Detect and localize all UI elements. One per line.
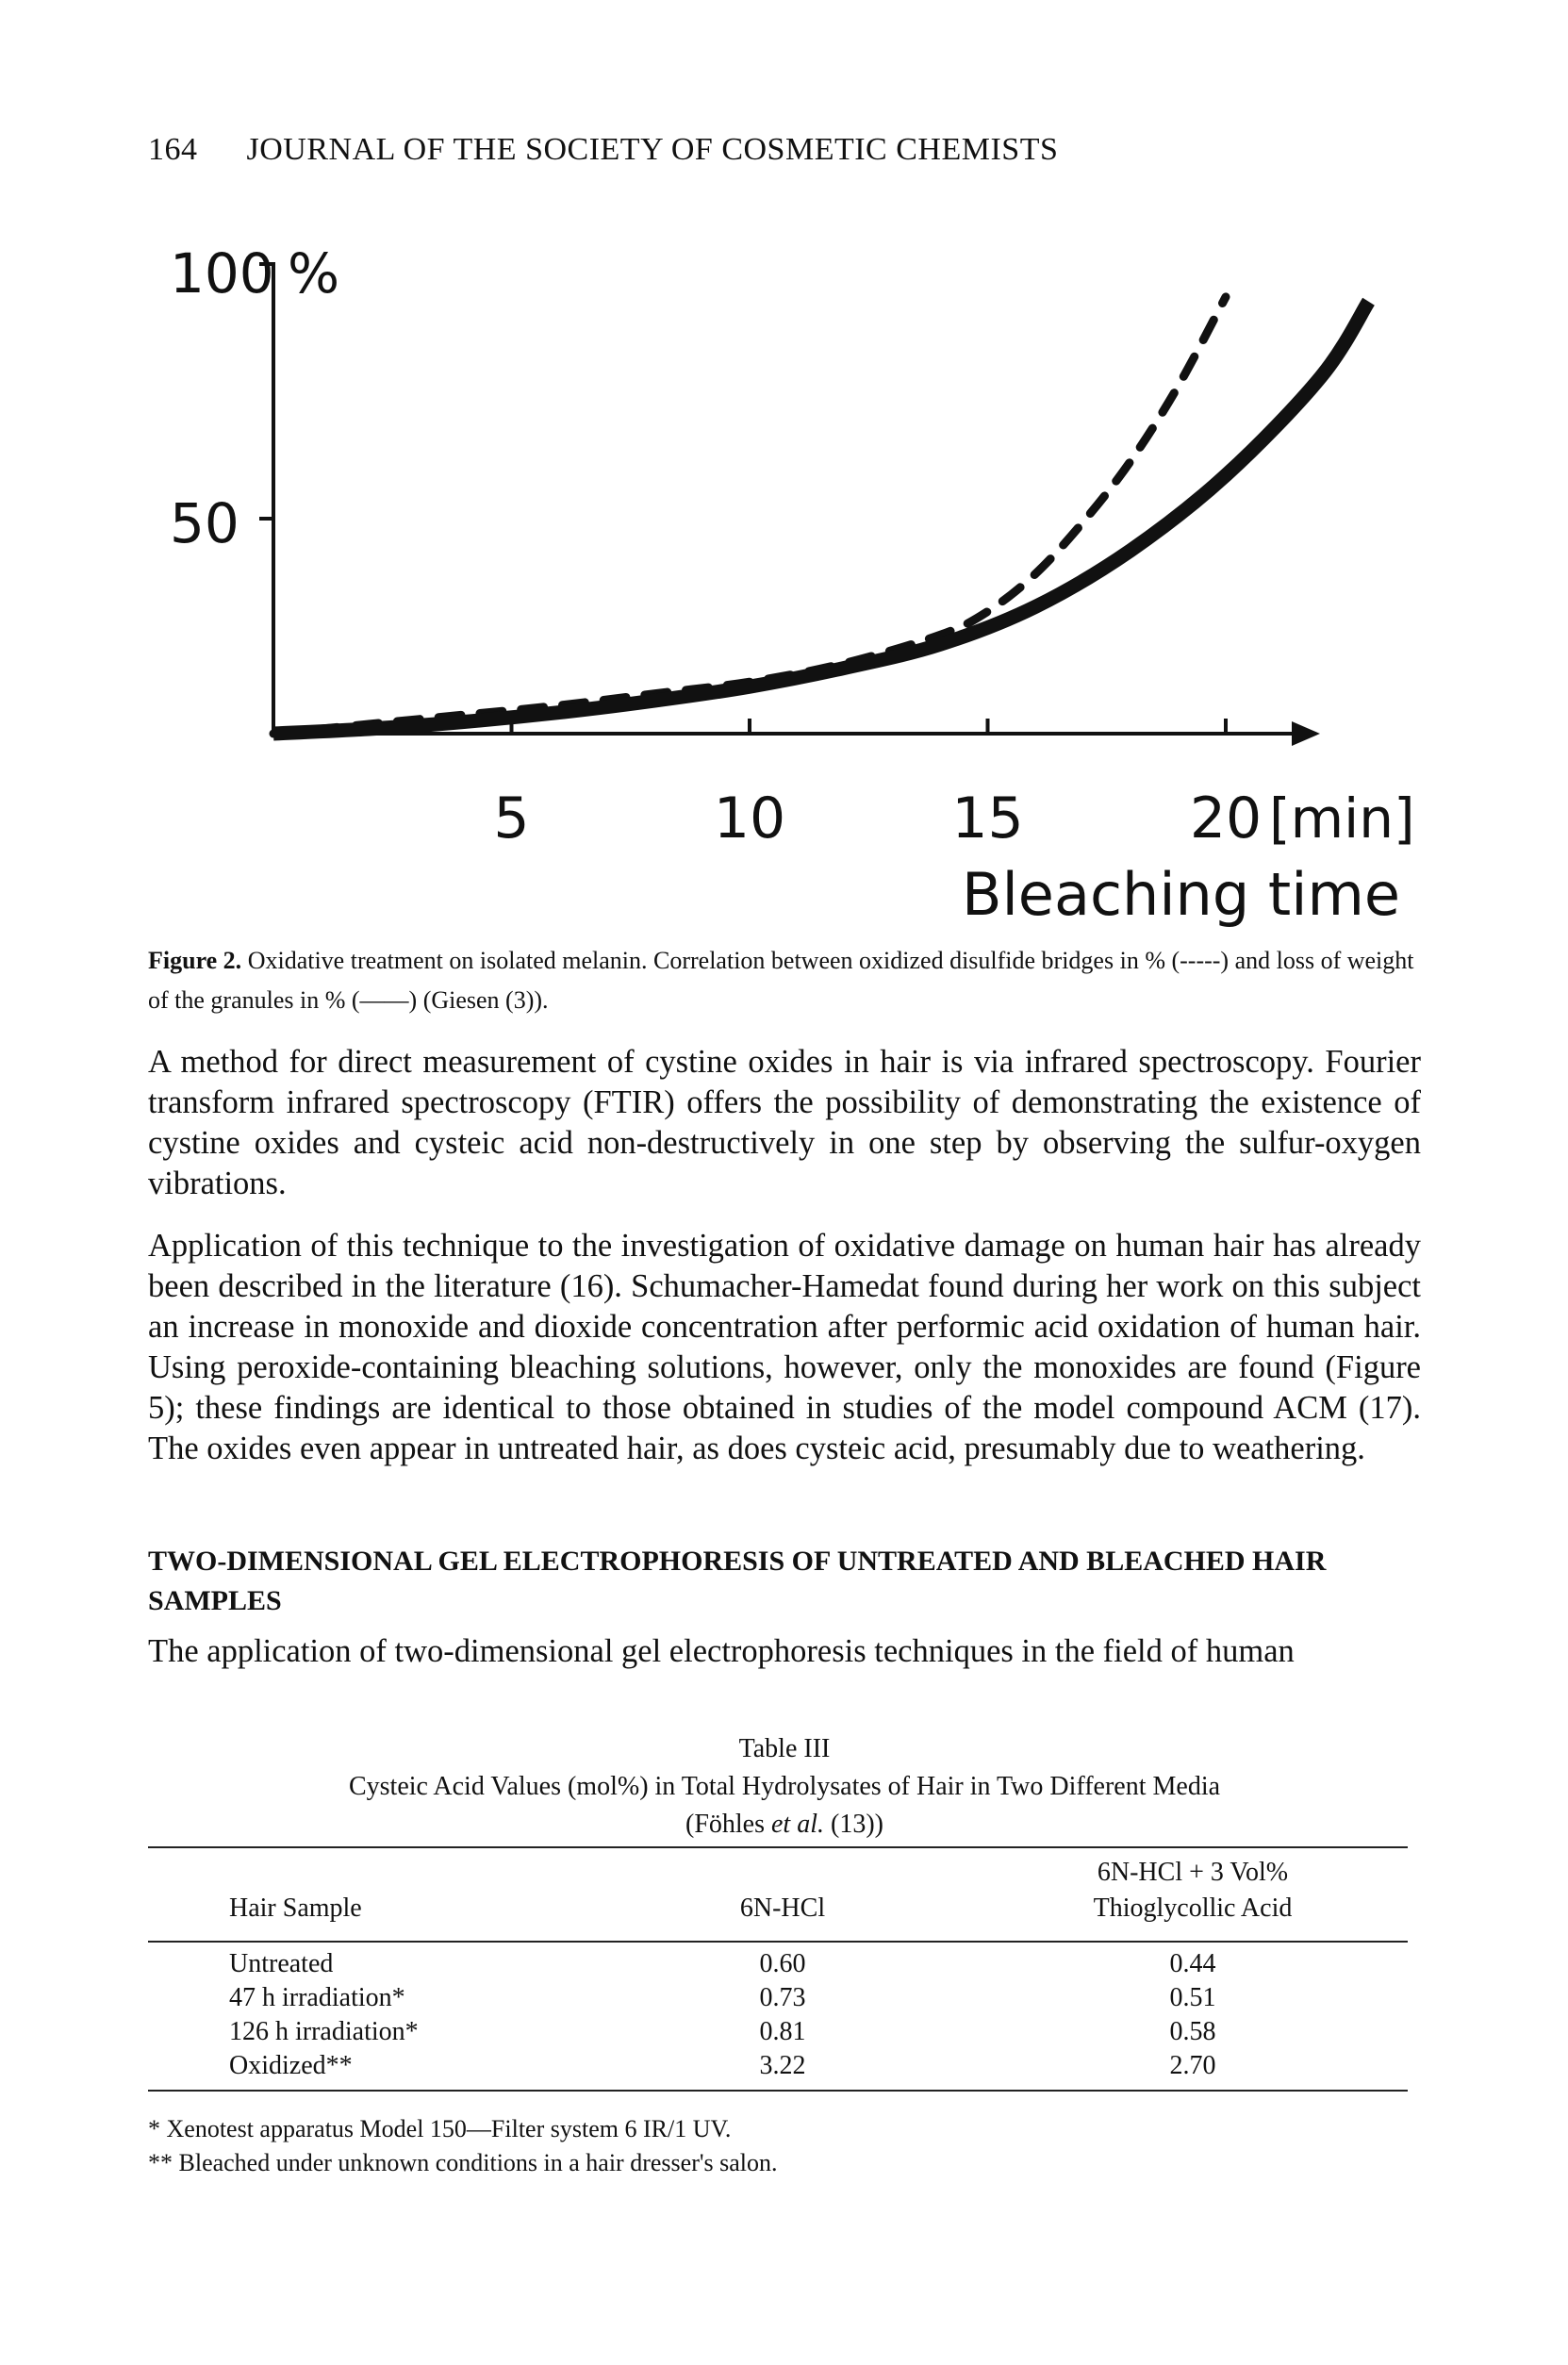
table-cell-sample: Untreated (229, 1949, 334, 1978)
table-cell-sample: Oxidized** (229, 2051, 353, 2080)
table-bottom-rule (148, 2090, 1408, 2092)
caption-text: Oxidative treatment on isolated melanin. Correlation between oxidized disulfide bridges in % (-----) and loss of weight of the granules in % (——) (Giesen (3)). (148, 947, 1414, 1014)
table-cell-thio: 0.44 (1169, 1949, 1216, 1978)
table-label: Table III (738, 1734, 831, 1763)
x-tick-label: 20 (1189, 786, 1263, 852)
y-tick-label-100: 100 (170, 241, 274, 306)
paragraph-3: The application of two-dimensional gel electrophoresis techniques in the field of human (148, 1633, 1295, 1669)
table-cell-hcl: 3.22 (759, 2051, 806, 2080)
x-axis-arrowhead (1292, 721, 1320, 746)
figure-2-chart (141, 236, 1443, 934)
table-cell-thio: 0.51 (1169, 1983, 1216, 2012)
table-title: Cysteic Acid Values (mol%) in Total Hydrolysates of Hair in Two Different Media (348, 1772, 1221, 1801)
table-footnotes (148, 2112, 778, 2180)
table-footnote: * Xenotest apparatus Model 150—Filter system 6 IR/1 UV. (148, 2115, 732, 2142)
series-line-weight-loss (273, 302, 1369, 734)
table-cell-thio: 2.70 (1169, 2051, 1216, 2080)
table-title-block (148, 1730, 1421, 1844)
table-header-6n-hcl: 6N-HCl (739, 1894, 826, 1923)
table-header-rule (148, 1941, 1408, 1943)
series-line-oxidized-disulfide (273, 297, 1226, 734)
table-source-etal: et al. (771, 1810, 824, 1839)
table-cell-sample: 47 h irradiation* (229, 1983, 405, 2012)
y-axis-unit-label: % (288, 241, 340, 306)
table-cell-hcl: 0.60 (759, 1949, 806, 1978)
table-source-prefix: (Föhles (685, 1810, 771, 1839)
table-header-6n-hcl-thio-line1: 6N-HCl + 3 Vol% (1097, 1858, 1289, 1887)
paragraph-2: Application of this technique to the investigation of oxidative damage on human hair has already been described in the literature (16). Schumacher-Hamedat found during her work on this subject an increase in monoxide and dioxide concentration after performic acid oxidation of human hair. Using peroxide-containing bleaching solutions, however, only the monoxides are found (Figure 5); these findings are identical to those obtained in studies of the model compound ACM (17). The oxides even appear in untreated hair, as does cysteic acid, presumably due to weathering. (148, 1228, 1421, 1466)
table-header-6n-hcl-thio-line2: Thioglycollic Acid (1093, 1894, 1293, 1923)
journal-title: JOURNAL OF THE SOCIETY OF COSMETIC CHEMISTS (246, 132, 1059, 167)
table-source-suffix: (13)) (824, 1810, 883, 1839)
table-cell-hcl: 0.81 (759, 2017, 806, 2046)
x-axis-label: Bleaching time (962, 860, 1400, 929)
x-tick-label: 10 (713, 786, 786, 852)
x-tick-label: 15 (951, 786, 1024, 852)
page-number: 164 (148, 132, 198, 167)
table-cell-hcl: 0.73 (759, 1983, 806, 2012)
table-source (148, 1806, 1421, 1844)
section-heading: TWO-DIMENSIONAL GEL ELECTROPHORESIS OF UNTREATED AND BLEACHED HAIR SAMPLES (148, 1546, 1327, 1616)
running-header (148, 132, 1058, 168)
x-axis-unit-label: [min] (1269, 786, 1415, 851)
y-tick-label-50: 50 (170, 491, 239, 555)
paragraph-1: A method for direct measurement of cystine oxides in hair is via infrared spectroscopy. Fourier transform infrared spectroscopy (FTIR) offers the possibility of demonstrating the existence of cystine oxides and cysteic acid non-destructively in one step by observing the sulfur-oxygen vibrations. (148, 1044, 1421, 1201)
x-tick-label: 5 (493, 786, 530, 852)
figure-caption (148, 941, 1430, 1020)
caption-label: Figure 2. (148, 947, 242, 974)
table-cell-sample: 126 h irradiation* (229, 2017, 419, 2046)
table-top-rule (148, 1846, 1408, 1848)
table-header-hair-sample: Hair Sample (229, 1894, 362, 1923)
table-footnote: ** Bleached under unknown conditions in a hair dresser's salon. (148, 2149, 778, 2176)
table-cell-thio: 0.58 (1169, 2017, 1216, 2046)
